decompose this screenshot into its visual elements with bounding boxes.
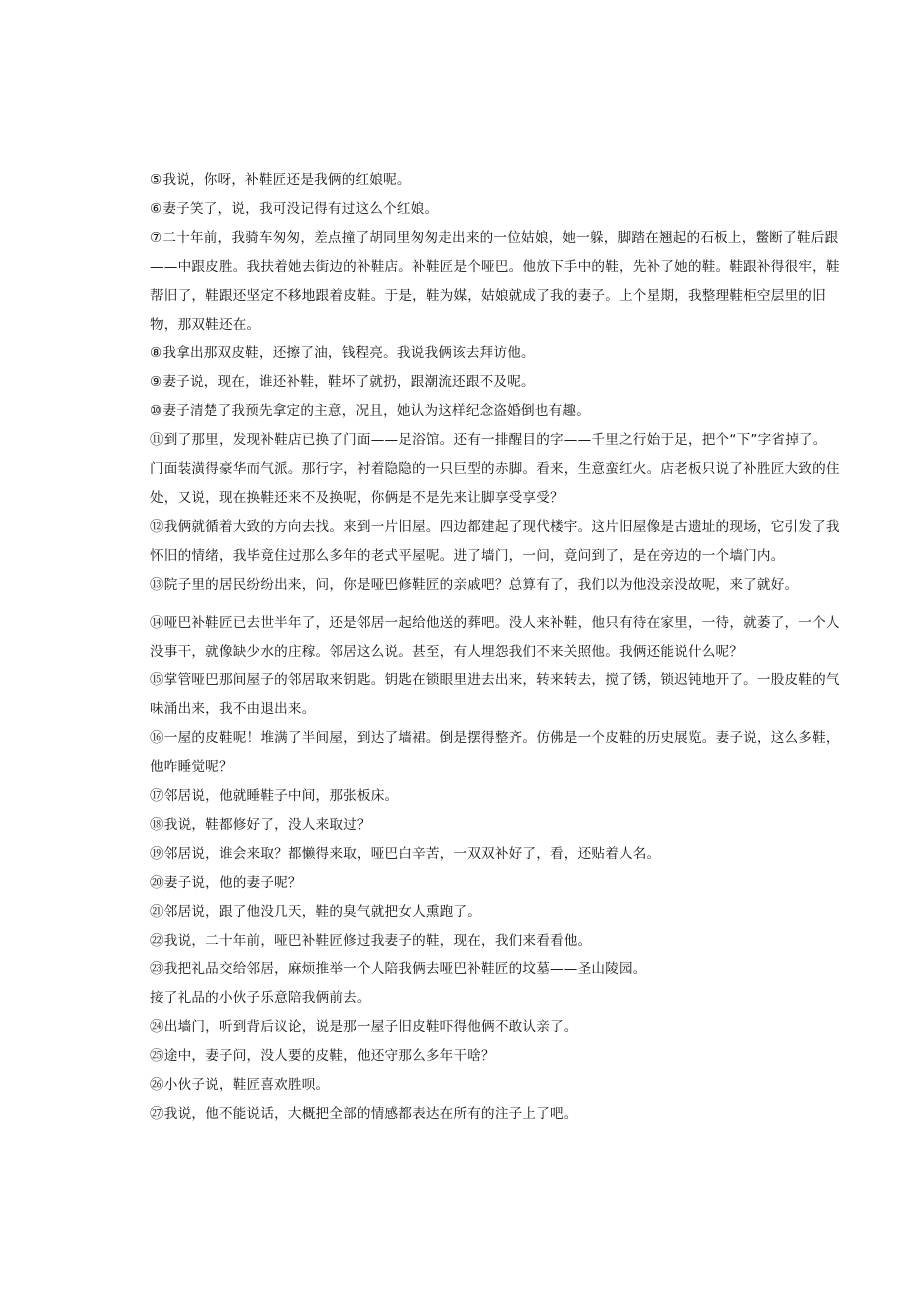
document-body [150,166,840,1129]
paragraph-8: ⑧我拿出那双皮鞋，还擦了油，钱程亮。我说我俩该去拜访他。 [150,345,535,362]
paragraph-21: ㉑邻居说，跟了他没几天，鞋的臭气就把女人熏跑了。 [150,903,482,920]
paragraph-22: ㉒我说，二十年前，哑巴补鞋匠修过我妻子的鞋，现在，我们来看看他。 [150,932,592,949]
paragraph-20: ⑳妻子说，他的妻子呢？ [150,874,302,891]
paragraph-16: ⑯一屋的皮鞋呢！堆满了半间屋，到达了墙裙。倒是摆得整齐。仿佛是一个皮鞋的历史展览。妻子说，这么多鞋，他咋睡觉呢？ [150,730,840,776]
paragraph-10: ⑩妻子清楚了我预先拿定的主意，况且，她认为这样纪念盗婚倒也有趣。 [150,403,590,420]
paragraph-24: ㉔出墙门，听到背后议论，说是那一屋子旧皮鞋吓得他俩不敢认亲了。 [150,1019,578,1036]
paragraph-25: ㉕途中，妻子问，没人要的皮鞋，他还守那么多年干啥？ [150,1048,495,1065]
paragraph-6: ⑥妻子笑了，说，我可没记得有过这么个红娘。 [150,200,439,217]
paragraph-9: ⑨妻子说，现在，谁还补鞋，鞋坏了就扔，跟潮流还跟不及呢。 [150,374,535,391]
paragraph-5: ⑤我说，你呀，补鞋匠还是我俩的红娘呢。 [150,172,411,188]
paragraph-23-continued: 接了礼品的小伙子乐意陪我俩前去。 [150,990,371,1007]
paragraph-14: ⑭哑巴补鞋匠已去世半年了，还是邻居一起给他送的葬吧。没人来补鞋，他只有待在家里，一待，就萎了，一个人没事干，就像缺少水的庄稼。邻居这么说。甚至，有人埋怨我们不来关照他。我俩还能说什么呢？ [150,614,840,660]
paragraph-12: ⑫我俩就循着大致的方向去找。来到一片旧屋。四边都建起了现代楼宇。这片旧屋像是古遗址的现场，它引发了我怀旧的情绪，我毕竟住过那么多年的老式平屋呢。进了墙门，一问，竟问到了，是在旁边的一个墙门内。 [150,518,840,564]
paragraph-27: ㉗我说，他不能说话，大概把全部的情感都表达在所有的注子上了吧。 [150,1106,578,1122]
paragraph-26: ㉖小伙子说，鞋匠喜欢胜呗。 [150,1077,330,1094]
paragraph-15: ⑮掌管哑巴那间屋子的邻居取来钥匙。钥匙在锁眼里进去出来，转来转去，搅了锈，锁迟钝地开了。一股皮鞋的气味涌出来，我不由退出来。 [150,672,840,718]
paragraph-17: ⑰邻居说，他就睡鞋子中间，那张板床。 [150,788,399,805]
paragraph-13: ⑬院子里的居民纷纷出来，问，你是哑巴修鞋匠的亲戚吧？总算有了，我们以为他没亲没故呢，来了就好。 [150,576,799,593]
paragraph-19: ⑲邻居说，谁会来取？都懒得来取，哑巴白辛苦，一双双补好了，看，还贴着人名。 [150,845,661,862]
paragraph-7: ⑦二十年前，我骑车匆匆，差点撞了胡同里匆匆走出来的一位姑娘，她一躲，脚踏在翘起的石板上，鳖断了鞋后跟——中跟皮胜。我扶着她去街边的补鞋店。补鞋匠是个哑巴。他放下手中的鞋，先补了她的鞋。鞋跟补得很牢，鞋帮旧了，鞋跟还坚定不移地跟着皮鞋。于是，鞋为媒，姑娘就成了我的妻子。上个星期，我整理鞋柜空层里的旧物，那双鞋还在。 [150,229,840,333]
paragraph-18: ⑱我说，鞋都修好了，没人来取过？ [150,816,371,833]
paragraph-23: ㉓我把礼品交给邻居，麻烦推举一个人陪我俩去哑巴补鞋匠的坟墓——圣山陵园。 [150,961,647,978]
paragraph-11: ⑪到了那里，发现补鞋店已换了门面——足浴馆。还有一排醒目的字——千里之行始于足，把个“下”字省掉了。门面装潢得豪华而气派。那行字，衬着隐隐的一只巨型的赤脚。看来，生意蛮红火。店老板只说了补胜匠大致的住处，又说，现在换鞋还来不及换呢，你俩是不是先来让脚享受享受？ [150,432,840,506]
